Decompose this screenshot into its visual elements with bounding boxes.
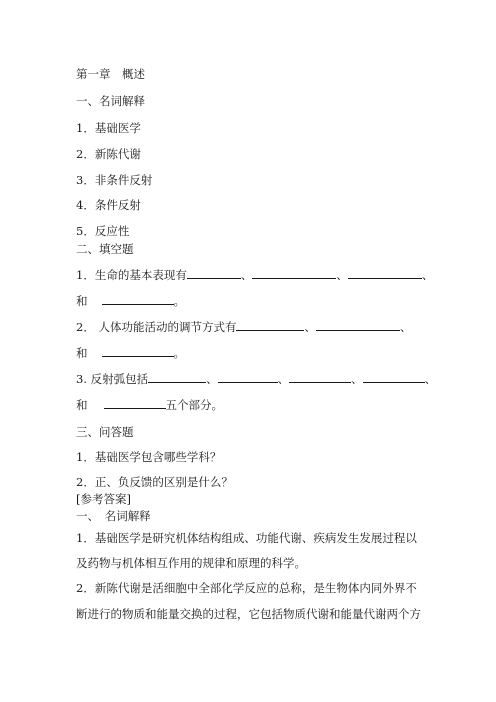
fill-question-3-line2 (76, 396, 223, 413)
question-end: 五个部分。 (165, 398, 223, 412)
answers-heading: [参考答案] (76, 492, 131, 506)
answer-blank[interactable] (102, 292, 174, 305)
question-end: 。 (173, 294, 185, 308)
answer-blank[interactable] (316, 318, 400, 331)
separator: 、 (336, 268, 348, 282)
and-word: 和 (76, 398, 88, 412)
qa-item: 1．基础医学包含哪些学科？ (76, 450, 222, 464)
separator: 、 (240, 268, 253, 282)
separator: 、 (206, 372, 218, 386)
section-heading-fill: 二、填空题 (76, 242, 134, 256)
answer-blank[interactable] (102, 344, 174, 357)
answer-blank[interactable] (363, 370, 425, 383)
answer-blank[interactable] (104, 396, 166, 409)
answer-blank[interactable] (148, 370, 206, 383)
answer-blank[interactable] (218, 370, 278, 383)
fill-question-2 (76, 318, 411, 335)
fill-question-text: 3. 反射弧包括 (76, 372, 149, 386)
and-word: 和 (76, 294, 88, 308)
question-end: 。 (173, 346, 185, 360)
separator: 、 (277, 372, 290, 386)
answer-paragraph: 及药物与机体相互作用的规律和原理的科学。 (76, 556, 306, 570)
fill-question-1-line2 (76, 292, 185, 309)
section-heading-terms: 一、名词解释 (76, 94, 145, 108)
section-heading-qa: 三、问答题 (76, 425, 134, 439)
separator: 、 (424, 372, 437, 386)
answer-blank[interactable] (289, 370, 351, 383)
fill-question-2-line2 (76, 344, 185, 361)
fill-question-text: 1．生命的基本表现有 (76, 268, 187, 282)
fill-question-text: 2． 人体功能活动的调节方式有 (76, 320, 237, 334)
term-item: 2．新陈代谢 (76, 147, 141, 161)
and-word: 和 (76, 346, 88, 360)
fill-question-3 (76, 370, 436, 387)
fill-question-1 (76, 266, 433, 283)
answer-paragraph: 断进行的物质和能量交换的过程，它包括物质代谢和能量代谢两个方 (76, 607, 421, 621)
answer-blank[interactable] (252, 266, 336, 279)
separator: 、 (351, 372, 363, 386)
separator: 、 (304, 320, 316, 334)
term-item: 1．基础医学 (76, 121, 141, 135)
chapter-title: 第一章 概述 (76, 67, 145, 81)
term-item: 4．条件反射 (76, 198, 141, 212)
answer-paragraph: 1．基础医学是研究机体结构组成、功能代谢、疾病发生发展过程以 (76, 531, 417, 545)
answer-paragraph: 2．新陈代谢是活细胞中全部化学反应的总称，是生物体内同外界不 (76, 581, 417, 595)
answer-blank[interactable] (236, 318, 304, 331)
separator: 、 (421, 268, 434, 282)
separator: 、 (399, 320, 412, 334)
answer-blank[interactable] (348, 266, 422, 279)
qa-item: 2．正、负反馈的区别是什么？ (76, 475, 233, 489)
answers-subheading: 一、 名词解释 (76, 509, 151, 523)
term-item: 3．非条件反射 (76, 173, 153, 187)
term-item: 5．反应性 (76, 224, 130, 238)
answer-blank[interactable] (187, 266, 241, 279)
